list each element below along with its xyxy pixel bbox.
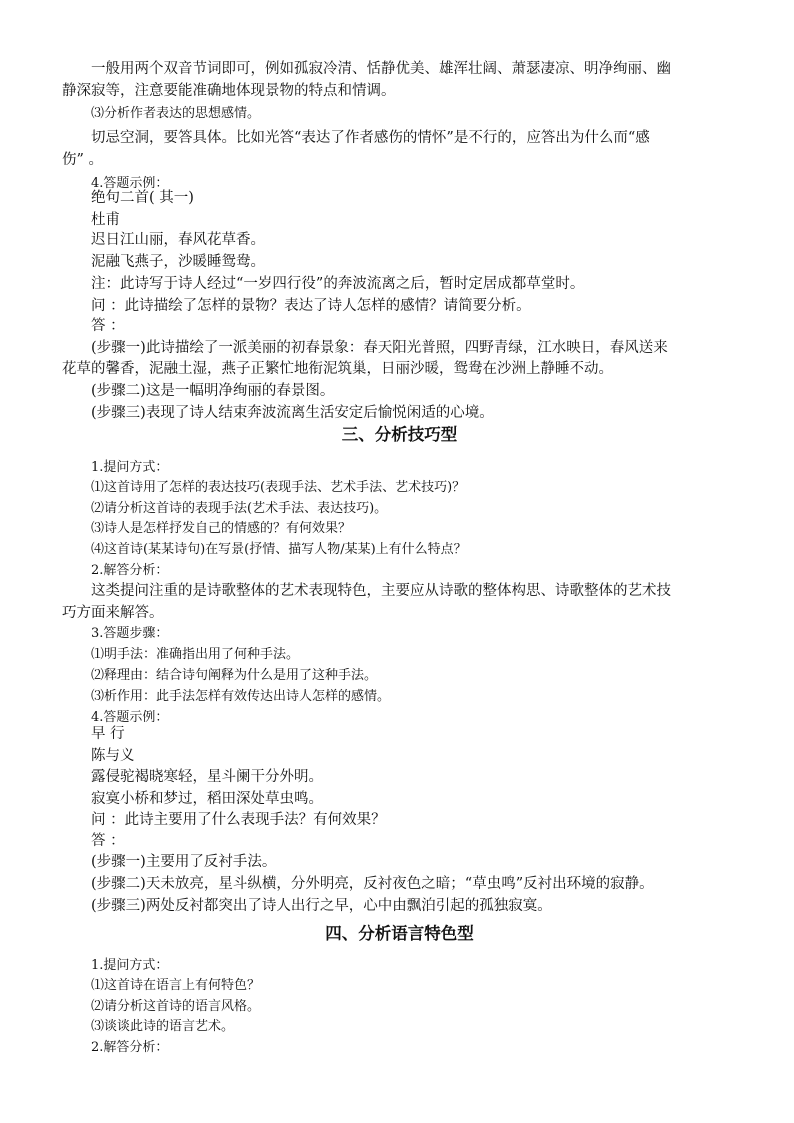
poem-verse: 迟日江山丽，春风花草香。 bbox=[91, 232, 265, 248]
sub-heading: 2.解答分析： bbox=[91, 1040, 169, 1055]
paragraph-line: 静深寂等，注意要能准确地体现景物的特点和情调。 bbox=[62, 83, 396, 99]
answer-step: 花草的馨香，泥融土湿，燕子正繁忙地衔泥筑巢，日丽沙暖，鸳鸯在沙洲上静睡不动。 bbox=[62, 361, 613, 377]
section-heading: 四、分析语言特色型 bbox=[325, 924, 474, 943]
answer-step: (步骤三)两处反衬都突出了诗人出行之早，心中由飘泊引起的孤独寂寞。 bbox=[91, 898, 552, 914]
paragraph-line: 伤” 。 bbox=[62, 152, 104, 168]
sub-heading: 1.提问方式： bbox=[91, 958, 169, 973]
paragraph-line: 这类提问注重的是诗歌整体的艺术表现特色，主要应从诗歌的整体构思、诗歌整体的艺术技 bbox=[91, 583, 671, 599]
sub-heading: 4.答题示例： bbox=[91, 710, 169, 725]
question: 问 ：此诗描绘了怎样的景物？表达了诗人怎样的感情？请简要分析。 bbox=[91, 298, 531, 314]
answer-label: 答 ： bbox=[91, 318, 125, 334]
poem-author: 陈与义 bbox=[91, 748, 135, 764]
answer-step: (步骤三)表现了诗人结束奔波流离生活安定后愉悦闲适的心境。 bbox=[91, 405, 494, 421]
poem-verse: 泥融飞燕子，沙暖睡鸳鸯。 bbox=[91, 254, 265, 270]
list-item: ⑵请分析这首诗的表现手法(艺术手法、表达技巧)。 bbox=[91, 501, 388, 516]
question: 问 ：此诗主要用了什么表现手法？有何效果？ bbox=[91, 812, 386, 828]
list-item: ⑵请分析这首诗的语言风格。 bbox=[91, 999, 261, 1014]
poem-title: 早 行 bbox=[91, 726, 125, 742]
poem-author: 杜甫 bbox=[91, 212, 120, 228]
list-item: ⑴明手法：准确指出用了何种手法。 bbox=[91, 647, 300, 662]
paragraph-line: 巧方面来解答。 bbox=[62, 605, 164, 621]
list-item: ⑴这首诗用了怎样的表达技巧(表现手法、艺术手法、艺术技巧)？ bbox=[91, 480, 466, 495]
sub-heading: 4.答题示例： bbox=[91, 176, 169, 191]
step-item: ⑶分析作者表达的思想感情。 bbox=[91, 106, 261, 121]
list-item: ⑶析作用：此手法怎样有效传达出诗人怎样的感情。 bbox=[91, 689, 391, 704]
list-item: ⑵释理由：结合诗句阐释为什么是用了这种手法。 bbox=[91, 668, 378, 683]
poem-verse: 露侵驼褐晓寒轻，星斗阑干分外明。 bbox=[91, 769, 323, 785]
paragraph-line: 一般用两个双音节词即可，例如孤寂冷清、恬静优美、雄浑壮阔、萧瑟凄凉、明净绚丽、幽 bbox=[91, 61, 671, 77]
answer-step: (步骤一)主要用了反衬手法。 bbox=[91, 854, 277, 870]
answer-label: 答 ： bbox=[91, 833, 125, 849]
answer-step: (步骤二)天未放亮，星斗纵横，分外明亮，反衬夜色之暗；“草虫鸣”反衬出环境的寂静。 bbox=[91, 876, 654, 892]
section-heading: 三、分析技巧型 bbox=[341, 425, 458, 444]
list-item: ⑶谈谈此诗的语言艺术。 bbox=[91, 1019, 235, 1034]
list-item: ⑷这首诗(某某诗句)在写景(抒情、描写人物/某某)上有什么特点？ bbox=[91, 542, 467, 557]
sub-heading: 1.提问方式： bbox=[91, 460, 169, 475]
list-item: ⑶诗人是怎样抒发自己的情感的？有何效果？ bbox=[91, 521, 352, 536]
poem-verse: 寂寞小桥和梦过，稻田深处草虫鸣。 bbox=[91, 791, 323, 807]
answer-step: (步骤一)此诗描绘了一派美丽的初春景象：春天阳光普照，四野青绿，江水映日，春风送来 bbox=[91, 340, 668, 356]
poem-title: 绝句二首( 其一) bbox=[91, 190, 194, 206]
poem-note: 注：此诗写于诗人经过“一岁四行役”的奔波流离之后，暂时定居成都草堂时。 bbox=[91, 276, 585, 292]
answer-step: (步骤二)这是一幅明净绚丽的春景图。 bbox=[91, 383, 335, 399]
paragraph-line: 切忌空洞，要答具体。比如光答“表达了作者感伤的情怀”是不行的，应答出为什么而“感 bbox=[91, 130, 650, 146]
sub-heading: 2.解答分析： bbox=[91, 563, 169, 578]
sub-heading: 3.答题步骤： bbox=[91, 626, 169, 641]
list-item: ⑴这首诗在语言上有何特色？ bbox=[91, 978, 261, 993]
